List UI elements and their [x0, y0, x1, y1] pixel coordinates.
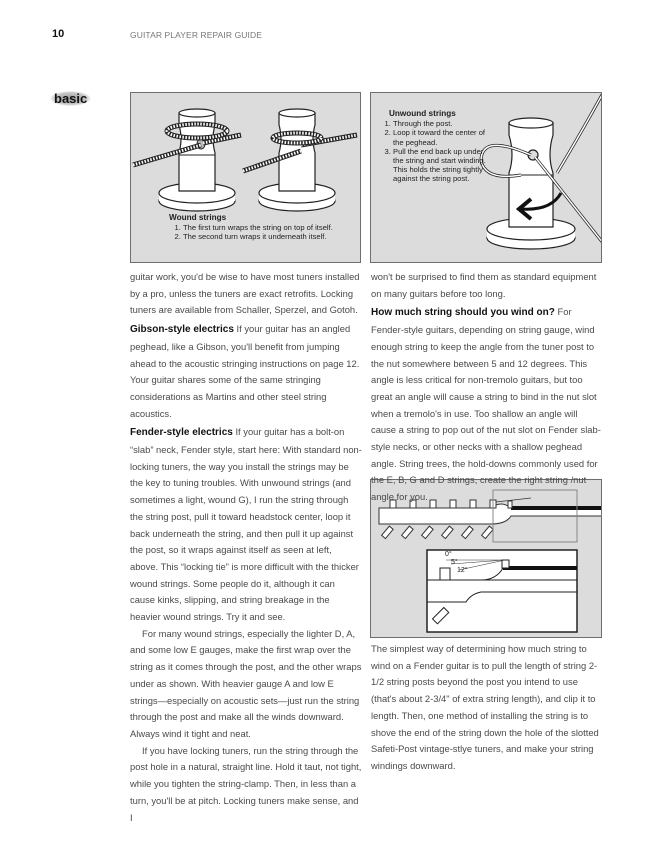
wound-step: 2. The second turn wraps it underneath itself.	[183, 232, 359, 241]
gibson-body: If your guitar has an angled peghead, like a Gibson, you'll benefit from jumping ahead to the acoustic stringing instructions on page 12. Your guitar shares some of the same stringing considerations as Martins and other steel string acoustics.	[130, 323, 360, 419]
wind-body: For Fender-style guitars, depending on string gauge, wind enough string to keep the angle from the tuner post to the nut somewhere between 5 and 12 degrees. This angle is less critical for non-tremolo guitars, but too great an angle will cause a string to bind in the nut slot when a tremolo's in use. Too shallow an angle will cause a string to pop out of the nut slot on Fender slab-style necks, or other necks with a shallow peghead angle. String trees, the hold-downs commonly used for the E, B, G and D strings, create the right string /nut angle for you.	[371, 306, 601, 503]
fender-body: If your guitar has a bolt-on “slab” neck, Fender style, start here: With standard non-locking tuners, the way you install the strings may be the key to tuning troubles. With unwound strings (and sometimes a light, wound G), I run the string through the string post, pull it toward headstock center, loop it back underneath the string, and then pull it up against the post, so it wraps against itself as seen at left, above. This “locking tie” is more difficult with the thicker wound strings. Some people do it, although it can cause kinks, slipping, and string breakage in the heavier wound strings. Try it and see.	[130, 426, 362, 623]
paragraph: The simplest way of determining how much string to wind on a Fender guitar is to pull the length of string 2-1/2 string posts beyond the post you intend to use (that's about 2-3/4" of extra string length), and clip it to length. Then, one method of installing the string is to shove the end of the string down the hole of the slotted Safeti-Post vintage-stlye tuners, and make your string windings downward.	[371, 643, 599, 771]
wound-strings-title: Wound strings	[169, 213, 227, 222]
left-column	[130, 269, 362, 826]
unwound-strings-caption	[379, 109, 489, 184]
wound-strings-caption	[169, 213, 359, 242]
unwound-step: 2. Loop it toward the center of the peghead.	[393, 128, 489, 146]
right-column-bottom	[371, 641, 603, 775]
gibson-paragraph	[130, 321, 362, 422]
angle-label-5: 5°	[451, 559, 458, 566]
unwound-step: 1. Through the post.	[393, 119, 489, 128]
running-head: GUITAR PLAYER REPAIR GUIDE	[130, 30, 263, 40]
page-number: 10	[52, 28, 65, 40]
gibson-heading: Gibson-style electrics	[130, 324, 234, 336]
paragraph: For many wound strings, especially the lighter D, A, and some low E gauges, make the first wrap over the string as it comes through the post, and the other wraps under as shown. With heavier gauge A and low E strings—especially on acoustic sets—just run the string through the post and make all the winds downward. Always wind it tight and neat.	[130, 627, 362, 739]
wind-heading: How much string should you wind on?	[371, 307, 555, 319]
paragraph: guitar work, you'd be wise to have most tuners installed by a pro, unless the tuners are exact retrofits. Locking tuners are available from Schaller, Sperzel, and Gotoh.	[130, 271, 360, 316]
paragraph: won't be surprised to find them as standard equipment on many guitars before too long.	[371, 271, 597, 299]
unwound-step: 3. Pull the end back up under the string and start winding. This holds the string tightly against the string post.	[393, 147, 489, 184]
unwound-strings-figure	[370, 92, 602, 263]
wound-strings-figure	[130, 92, 361, 263]
wind-paragraph	[371, 304, 603, 505]
wound-step: 1. The first turn wraps the string on top of itself.	[183, 223, 359, 232]
unwound-strings-title: Unwound strings	[389, 109, 456, 118]
angle-label-0: 0°	[445, 551, 452, 558]
fender-paragraph	[130, 424, 362, 625]
section-tag: basic	[50, 91, 91, 106]
paragraph: If you have locking tuners, run the string through the post hole in a natural, straight line. Hold it taut, not tight, while you tighten the string-clamp. Then, in less than a turn, you'll be at pitch. Locking tuners make sense, and I	[130, 744, 362, 823]
fender-heading: Fender-style electrics	[130, 427, 233, 439]
right-column	[371, 269, 603, 506]
angle-label-12: 12°	[457, 567, 468, 574]
